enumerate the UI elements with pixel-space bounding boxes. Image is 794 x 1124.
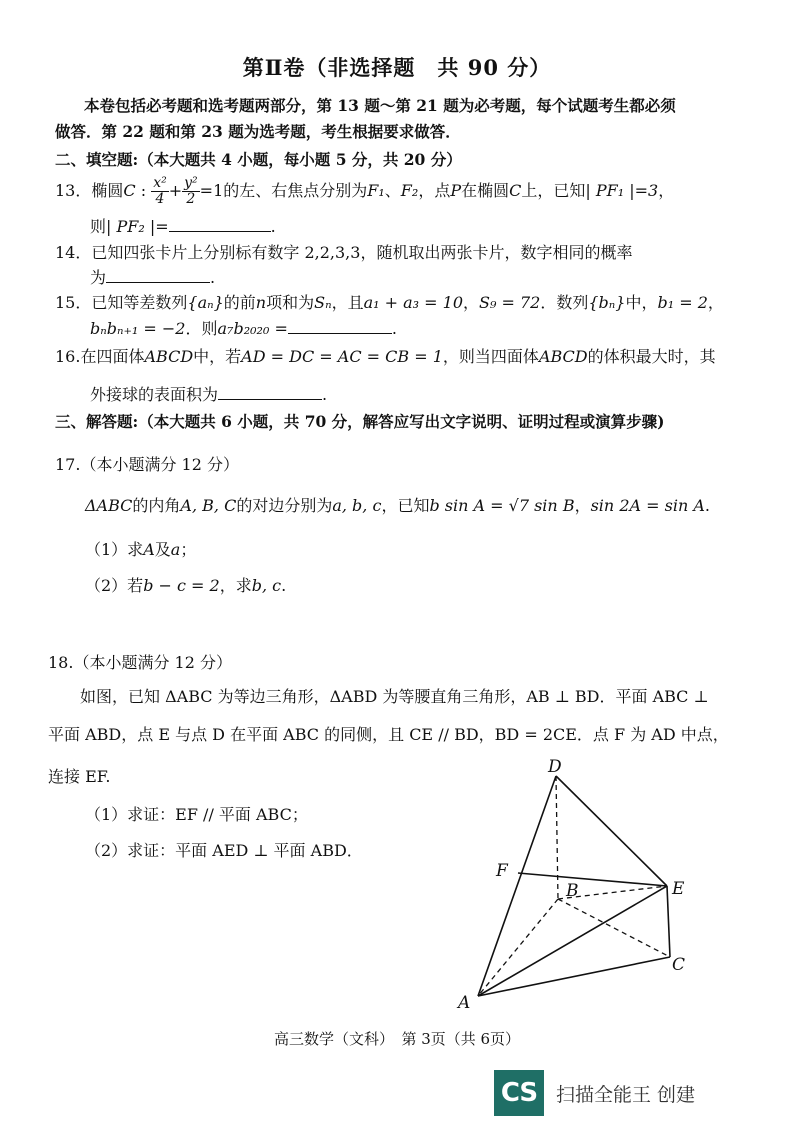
q15-cond1: a₁ + a₃ = 10 — [363, 293, 464, 312]
q15-d: ，且 — [331, 293, 364, 312]
q16-c: ，则当四面体 — [442, 347, 539, 366]
q13-mid3: 在椭圆 — [461, 181, 510, 200]
q15-a: 已知等差数列 — [91, 293, 188, 312]
q15-sn: Sₙ — [314, 293, 332, 312]
question-13-line-2 — [90, 214, 276, 237]
section-title: 第Ⅱ卷（非选择题 共 90 分） — [242, 55, 552, 80]
question-18-header: 18.（本小题满分 12 分） — [48, 653, 232, 672]
question-18-line-3: 连接 EF. — [48, 767, 111, 786]
q13-mid4: 上，已知 — [521, 181, 586, 200]
page-footer: 高三数学（文科） 第 3页（共 6页） — [273, 1030, 521, 1048]
question-16-line-2 — [90, 382, 327, 405]
question-13-line-1 — [55, 176, 674, 207]
q13-p: P — [450, 181, 462, 200]
q16-answer-blank[interactable] — [218, 385, 322, 400]
camscanner-logo-icon: CS — [494, 1070, 544, 1116]
q13-line2-pre: 则 — [90, 217, 107, 236]
q17-p2-cond: b − c = 2 — [143, 576, 220, 595]
question-16-line-1 — [55, 344, 716, 367]
q13-c: C — [123, 181, 136, 200]
question-14-line-2 — [90, 265, 215, 288]
edge-de — [556, 776, 667, 886]
q13-y-den: 2 — [186, 191, 196, 207]
q16-abcd: ABCD — [144, 347, 194, 366]
section-2-heading: 二、填空题:（本大题共 4 小题，每小题 5 分，共 20 分） — [55, 150, 462, 169]
q13-mid2: ，点 — [418, 181, 451, 200]
q17-p1-label: （1）求 — [85, 540, 144, 559]
q15-c: 项和为 — [266, 293, 315, 312]
q13-mid: 的左、右焦点分别为 — [223, 181, 368, 200]
q15-g: 中， — [625, 293, 658, 312]
q15-b: 的前 — [223, 293, 256, 312]
q17-cond1: b sin A = √7 sin B — [429, 496, 575, 515]
q15-cond3: b₁ = 2 — [657, 293, 708, 312]
q13-frac-x — [151, 176, 169, 207]
q15-h: ， — [707, 293, 724, 312]
section-3-heading: 三、解答题:（本大题共 6 小题，共 70 分，解答应写出文字说明、证明过程或演算步骤) — [55, 412, 665, 431]
q13-frac-y — [182, 176, 200, 207]
q17-triangle: ΔABC — [85, 496, 133, 515]
intro-line-1: 本卷包括必考题和选考题两部分，第 13 题～第 21 题为必考题，每个试题考生都必须 — [84, 96, 676, 115]
q14-end: . — [210, 268, 216, 287]
q15-cond2: S₉ = 72 — [479, 293, 541, 312]
q15-number: 15． — [55, 293, 92, 312]
q13-comma: ， — [658, 181, 675, 200]
q16-number: 16. — [55, 347, 81, 366]
intro-line-2: 做答．第 22 题和第 23 题为选考题，考生根据要求做答． — [55, 122, 461, 141]
q13-number: 13． — [55, 181, 92, 200]
q16-b: 中，若 — [193, 347, 242, 366]
q15-n: n — [255, 293, 267, 312]
edge-fe — [518, 873, 667, 886]
label-e: E — [672, 879, 685, 899]
question-15-line-1 — [55, 290, 724, 313]
q17-h: ， — [574, 496, 591, 515]
q17-j: . — [704, 496, 710, 515]
question-18-line-2: 平面 ABD，点 E 与点 D 在平面 ABC 的同侧，且 CE // BD，BD = 2CE．点 F 为 AD 中点， — [48, 725, 729, 744]
q13-plus: + — [168, 181, 183, 200]
q17-p2-vars: b, c — [251, 576, 282, 595]
q13-pf2: | PF₂ |= — [106, 217, 169, 236]
q17-d: 的对边分别为 — [236, 496, 333, 515]
q15-answer-blank[interactable] — [288, 319, 392, 334]
question-18-line-1: 如图，已知 ΔABC 为等边三角形，ΔABD 为等腰直角三角形，AB ⊥ BD．平面 ABC ⊥ — [80, 687, 709, 706]
q14-line2-pre: 为 — [90, 268, 107, 287]
q17-p2-end: . — [281, 576, 287, 595]
q17-f: ，已知 — [381, 496, 430, 515]
question-14-line-1 — [55, 240, 632, 263]
q15-f: ．数列 — [540, 293, 589, 312]
q15-line2b: ．则 — [185, 319, 218, 338]
question-17-stem — [85, 493, 710, 516]
q17-sides: a, b, c — [332, 496, 382, 515]
camscanner-watermark-text: 扫描全能王 创建 — [556, 1084, 696, 1106]
q17-p1-end: ； — [180, 540, 197, 559]
edge-da — [478, 776, 556, 996]
question-17-part-1 — [85, 537, 196, 560]
q17-angles: A, B, C — [180, 496, 237, 515]
question-18-part-1: （1）求证：EF // 平面 ABC； — [85, 805, 308, 824]
question-18-part-2: （2）求证：平面 AED ⊥ 平面 ABD． — [85, 841, 363, 860]
tetrahedron-figure — [440, 752, 700, 1022]
q13-y-num: y² — [184, 175, 198, 191]
q16-d: 的体积最大时，其 — [587, 347, 716, 366]
q17-p1-a-side: a — [170, 540, 181, 559]
q15-end: . — [391, 319, 397, 338]
q14-number: 14． — [55, 243, 92, 262]
q15-cond4: bₙbₙ₊₁ = −2 — [90, 319, 186, 338]
edge-ec — [667, 886, 670, 957]
q17-p2-mid: ，求 — [219, 576, 252, 595]
question-15-line-2 — [90, 316, 397, 339]
q16-line2: 外接球的表面积为 — [90, 385, 219, 404]
q13-f1: F₁ — [367, 181, 385, 200]
q13-pf1: | PF₁ |=3 — [585, 181, 659, 200]
q16-abcd-2: ABCD — [538, 347, 588, 366]
q13-answer-blank[interactable] — [169, 217, 271, 232]
q14-answer-blank[interactable] — [106, 268, 210, 283]
q15-an: {aₙ} — [187, 293, 224, 312]
q15-e: ， — [463, 293, 480, 312]
edge-bc — [558, 899, 670, 957]
q13-f2: F₂ — [400, 181, 419, 200]
q13-sep: 、 — [384, 181, 401, 200]
label-d: D — [548, 757, 562, 777]
q16-cond: AD = DC = AC = CB = 1 — [241, 347, 443, 366]
q15-bn: {bₙ} — [588, 293, 626, 312]
edge-db — [556, 776, 558, 899]
q13-x-den: 4 — [155, 191, 165, 207]
label-c: C — [672, 955, 686, 975]
label-b: B — [566, 881, 579, 901]
q13-colon: : — [135, 181, 152, 200]
q13-c2: C — [509, 181, 522, 200]
question-17-header: 17.（本小题满分 12 分） — [55, 455, 239, 474]
q13-eq: =1 — [199, 181, 224, 200]
q17-cond2: sin 2A = sin A — [590, 496, 705, 515]
q17-b: 的内角 — [132, 496, 181, 515]
q16-end: . — [322, 385, 328, 404]
q13-x-num: x² — [153, 175, 167, 191]
q17-p2-label: （2）若 — [85, 576, 144, 595]
question-17-part-2 — [85, 573, 286, 596]
q14-text: 已知四张卡片上分别标有数字 2,2,3,3，随机取出两张卡片，数字相同的概率 — [91, 243, 633, 262]
q16-a: 在四面体 — [80, 347, 145, 366]
edge-ca — [478, 957, 670, 996]
q17-p1-mid: 及 — [154, 540, 171, 559]
q13-pre: 椭圆 — [91, 181, 124, 200]
q15-ask: a₇b₂₀₂₀ = — [217, 319, 288, 338]
label-f: F — [496, 861, 508, 881]
label-a: A — [458, 993, 471, 1013]
q13-end: . — [270, 217, 276, 236]
q17-p1-a-angle: A — [143, 540, 155, 559]
